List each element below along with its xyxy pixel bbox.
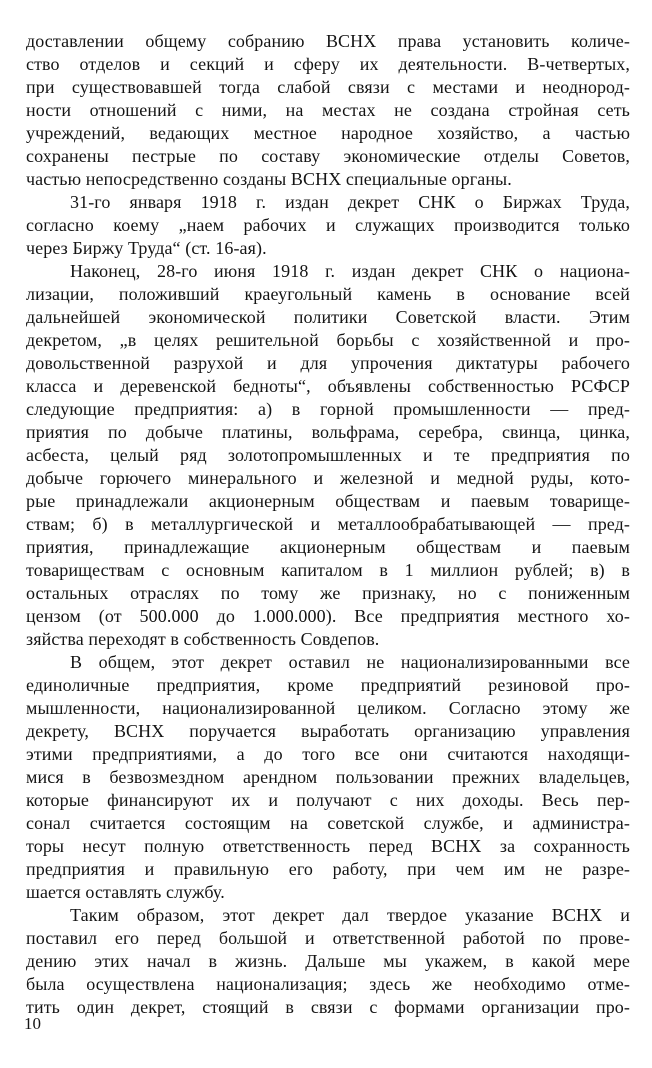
text-line: зяйства переходят в собственность Совдепов.	[26, 629, 380, 649]
text-line: добыче горючего минерального и железной и медной руды, кото-	[26, 468, 630, 488]
text-line: была осуществлена национализация; здесь же необходимо отме-	[26, 974, 630, 994]
paragraph-first-line: В общем, этот декрет оставил не национализированными все	[70, 652, 630, 672]
text-line: приятия по добыче платины, вольфрама, серебра, свинца, цинка,	[26, 422, 630, 442]
text-line: при существовавшей тогда слабой связи с местами и неоднород-	[26, 77, 630, 97]
text-line: предприятия и правильную его работу, при чем им не разре-	[26, 859, 630, 879]
text-line: тить один декрет, стоящий в связи с формами организации про-	[26, 997, 630, 1017]
text-line: доставлении общему собранию ВСНХ права установить количе-	[26, 31, 630, 51]
text-line: сонал считается состоящим на советской службе, и администра-	[26, 813, 630, 833]
text-line: рые принадлежали акционерным обществам и паевым товарище-	[26, 491, 630, 511]
text-line: через Биржу Труда“ (ст. 16-ая).	[26, 238, 267, 258]
text-line: которые финансируют их и получают с них доходы. Весь пер-	[26, 790, 630, 810]
paragraph-first-line: 31-го января 1918 г. издан декрет СНК о Биржах Труда,	[70, 192, 630, 212]
text-line: мышленности, национализированной целиком. Согласно этому же	[26, 698, 630, 718]
text-line: асбеста, целый ряд золотопромышленных и те предприятия по	[26, 445, 630, 465]
text-line: этими предприятиями, а до того все они считаются находящи-	[26, 744, 630, 764]
text-line: шается оставлять службу.	[26, 882, 225, 902]
text-line: приятия, принадлежащие акционерным обществам и паевым	[26, 537, 630, 557]
page-number: 10	[24, 1014, 41, 1033]
text-line: единоличные предприятия, кроме предприятий резиновой про-	[26, 675, 630, 695]
text-line: торы несут полную ответственность перед ВСНХ за сохранность	[26, 836, 630, 856]
text-line: мися в безвозмездном арендном пользовании прежних владельцев,	[26, 767, 630, 787]
text-line: ствам; б) в металлургической и металлообрабатывающей — пред-	[26, 514, 630, 534]
text-line: товариществам с основным капиталом в 1 миллион рублей; в) в	[26, 560, 630, 580]
text-line: учреждений, ведающих местное народное хозяйство, а частью	[26, 123, 630, 143]
text-line: довольственной разрухой и для упрочения диктатуры рабочего	[26, 353, 630, 373]
text-line: поставил его перед большой и ответственной работой по прове-	[26, 928, 630, 948]
text-line: следующие предприятия: а) в горной промышленности — пред-	[26, 399, 630, 419]
text-line: дальнейшей экономической политики Советской власти. Этим	[26, 307, 630, 327]
text-line: сохранены пестрые по составу экономические отделы Советов,	[26, 146, 630, 166]
text-line: класса и деревенской бедноты“, объявлены собственностью РСФСР	[26, 376, 630, 396]
text-line: ности отношений с ними, на местах не создана стройная сеть	[26, 100, 630, 120]
text-line: лизации, положивший краеугольный камень в основание всей	[26, 284, 630, 304]
text-line: остальных отраслях по тому же признаку, но с пониженным	[26, 583, 630, 603]
text-line: дению этих начал в жизнь. Дальше мы укажем, в какой мере	[26, 951, 630, 971]
paragraph-first-line: Наконец, 28-го июня 1918 г. издан декрет СНК о национа-	[70, 261, 630, 281]
text-line: декретом, „в целях решительной борьбы с хозяйственной и про-	[26, 330, 630, 350]
text-line: согласно коему „наем рабочих и служащих производится только	[26, 215, 630, 235]
text-line: цензом (от 500.000 до 1.000.000). Все предприятия местного хо-	[26, 606, 630, 626]
text-line: декрету, ВСНХ поручается выработать организацию управления	[26, 721, 630, 741]
text-line: частью непосредственно созданы ВСНХ специальные органы.	[26, 169, 512, 189]
text-line: ство отделов и секций и сферу их деятельности. В-четвертых,	[26, 54, 630, 74]
paragraph-first-line: Таким образом, этот декрет дал твердое указание ВСНХ и	[70, 905, 630, 925]
